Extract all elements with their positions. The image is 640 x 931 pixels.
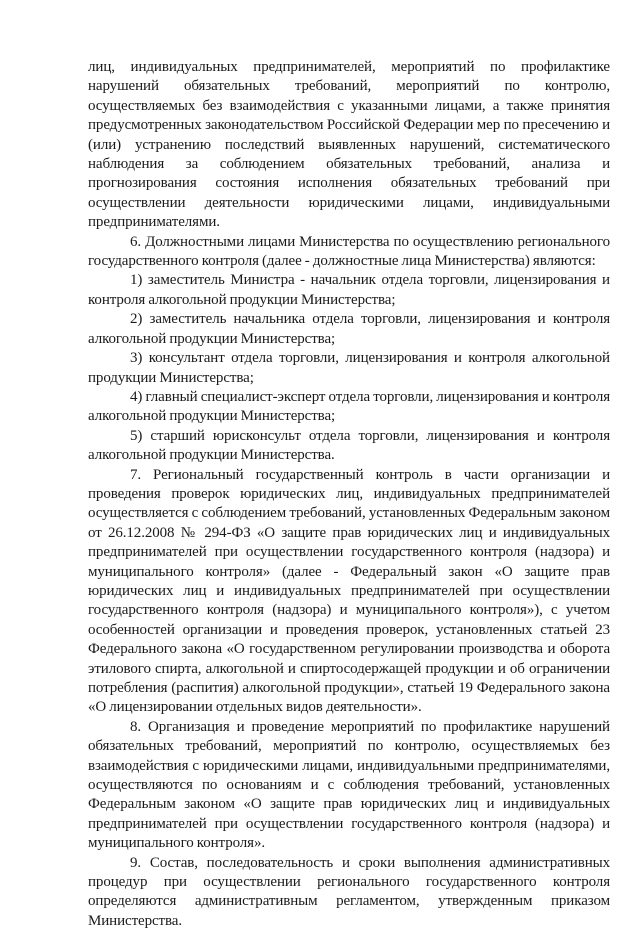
paragraph-9-procedures: 9. Состав, последовательность и сроки выполнения административных процедур при осуществлении регионального государственного контроля определяются административным регламентом, утвержденным приказом Министерства. xyxy=(88,854,610,929)
paragraph-6-officials: 6. Должностными лицами Министерства по осуществлению регионального государственного контроля (далее - должностные лица Министерства) являются: xyxy=(88,233,610,270)
list-item-1: 1) заместитель Министра - начальник отдела торговли, лицензирования и контроля алкогольной продукции Министерства; xyxy=(88,272,610,308)
list-item-3: 3) консультант отдела торговли, лицензирования и контроля алкогольной продукции Министерства; xyxy=(88,350,610,386)
paragraph-continuation: лиц, индивидуальных предпринимателей, мероприятий по профилактике нарушений обязательных требований, мероприятий по контролю, осуществляемых без взаимодействия с указанными лицами, а также принятия предусмотренных законодательством Российской Федерации мер по пресечению и (или) устранению последствий выявленных нарушений, систематического наблюдения за соблюдением обязательных требований, анализа и прогнозирования состояния исполнения обязательных требований при осуществлении деятельности юридическими лицами, индивидуальными предпринимателями. xyxy=(88,59,610,231)
paragraph-7-control: 7. Региональный государственный контроль в части организации и проведения проверок юридических лиц, индивидуальных предпринимателей осуществляется с соблюдением требований, установленных Федеральным законом от 26.12.2008 № 294-ФЗ «О защите прав юридических лиц и индивидуальных предпринимателей при осуществлении государственного контроля (надзора) и муниципального контроля» (далее - Федеральный закон «О защите прав юридических лиц и индивидуальных предпринимателей при осуществлении государственного контроля (надзора) и муниципального контроля»), с учетом особенностей организации и проведения проверок, установленных статьей 23 Федерального закона «О государственном регулировании производства и оборота этилового спирта, алкогольной и спиртосодержащей продукции и об ограничении потребления (распития) алкогольной продукции», статьей 19 Федерального закона «О лицензировании отдельных видов деятельности». xyxy=(88,466,610,716)
paragraph-8-prevention: 8. Организация и проведение мероприятий по профилактике нарушений обязательных требований, мероприятий по контролю, осуществляемых без взаимодействия с юридическими лицами, индивидуальными предпринимателями, осуществляются по основаниям и с соблюдения требований, установленных Федеральным законом «О защите прав юридических лиц и индивидуальных предпринимателей при осуществлении государственного контроля (надзора) и муниципального контроля». xyxy=(88,718,610,852)
list-item-2: 2) заместитель начальника отдела торговли, лицензирования и контроля алкогольной продукции Министерства; xyxy=(88,311,610,347)
list-item-5: 5) старший юрисконсульт отдела торговли, лицензирования и контроля алкогольной продукции Министерства. xyxy=(88,427,610,464)
list-item-4: 4) главный специалист-эксперт отдела торговли, лицензирования и контроля алкогольной продукции Министерства; xyxy=(88,388,610,425)
